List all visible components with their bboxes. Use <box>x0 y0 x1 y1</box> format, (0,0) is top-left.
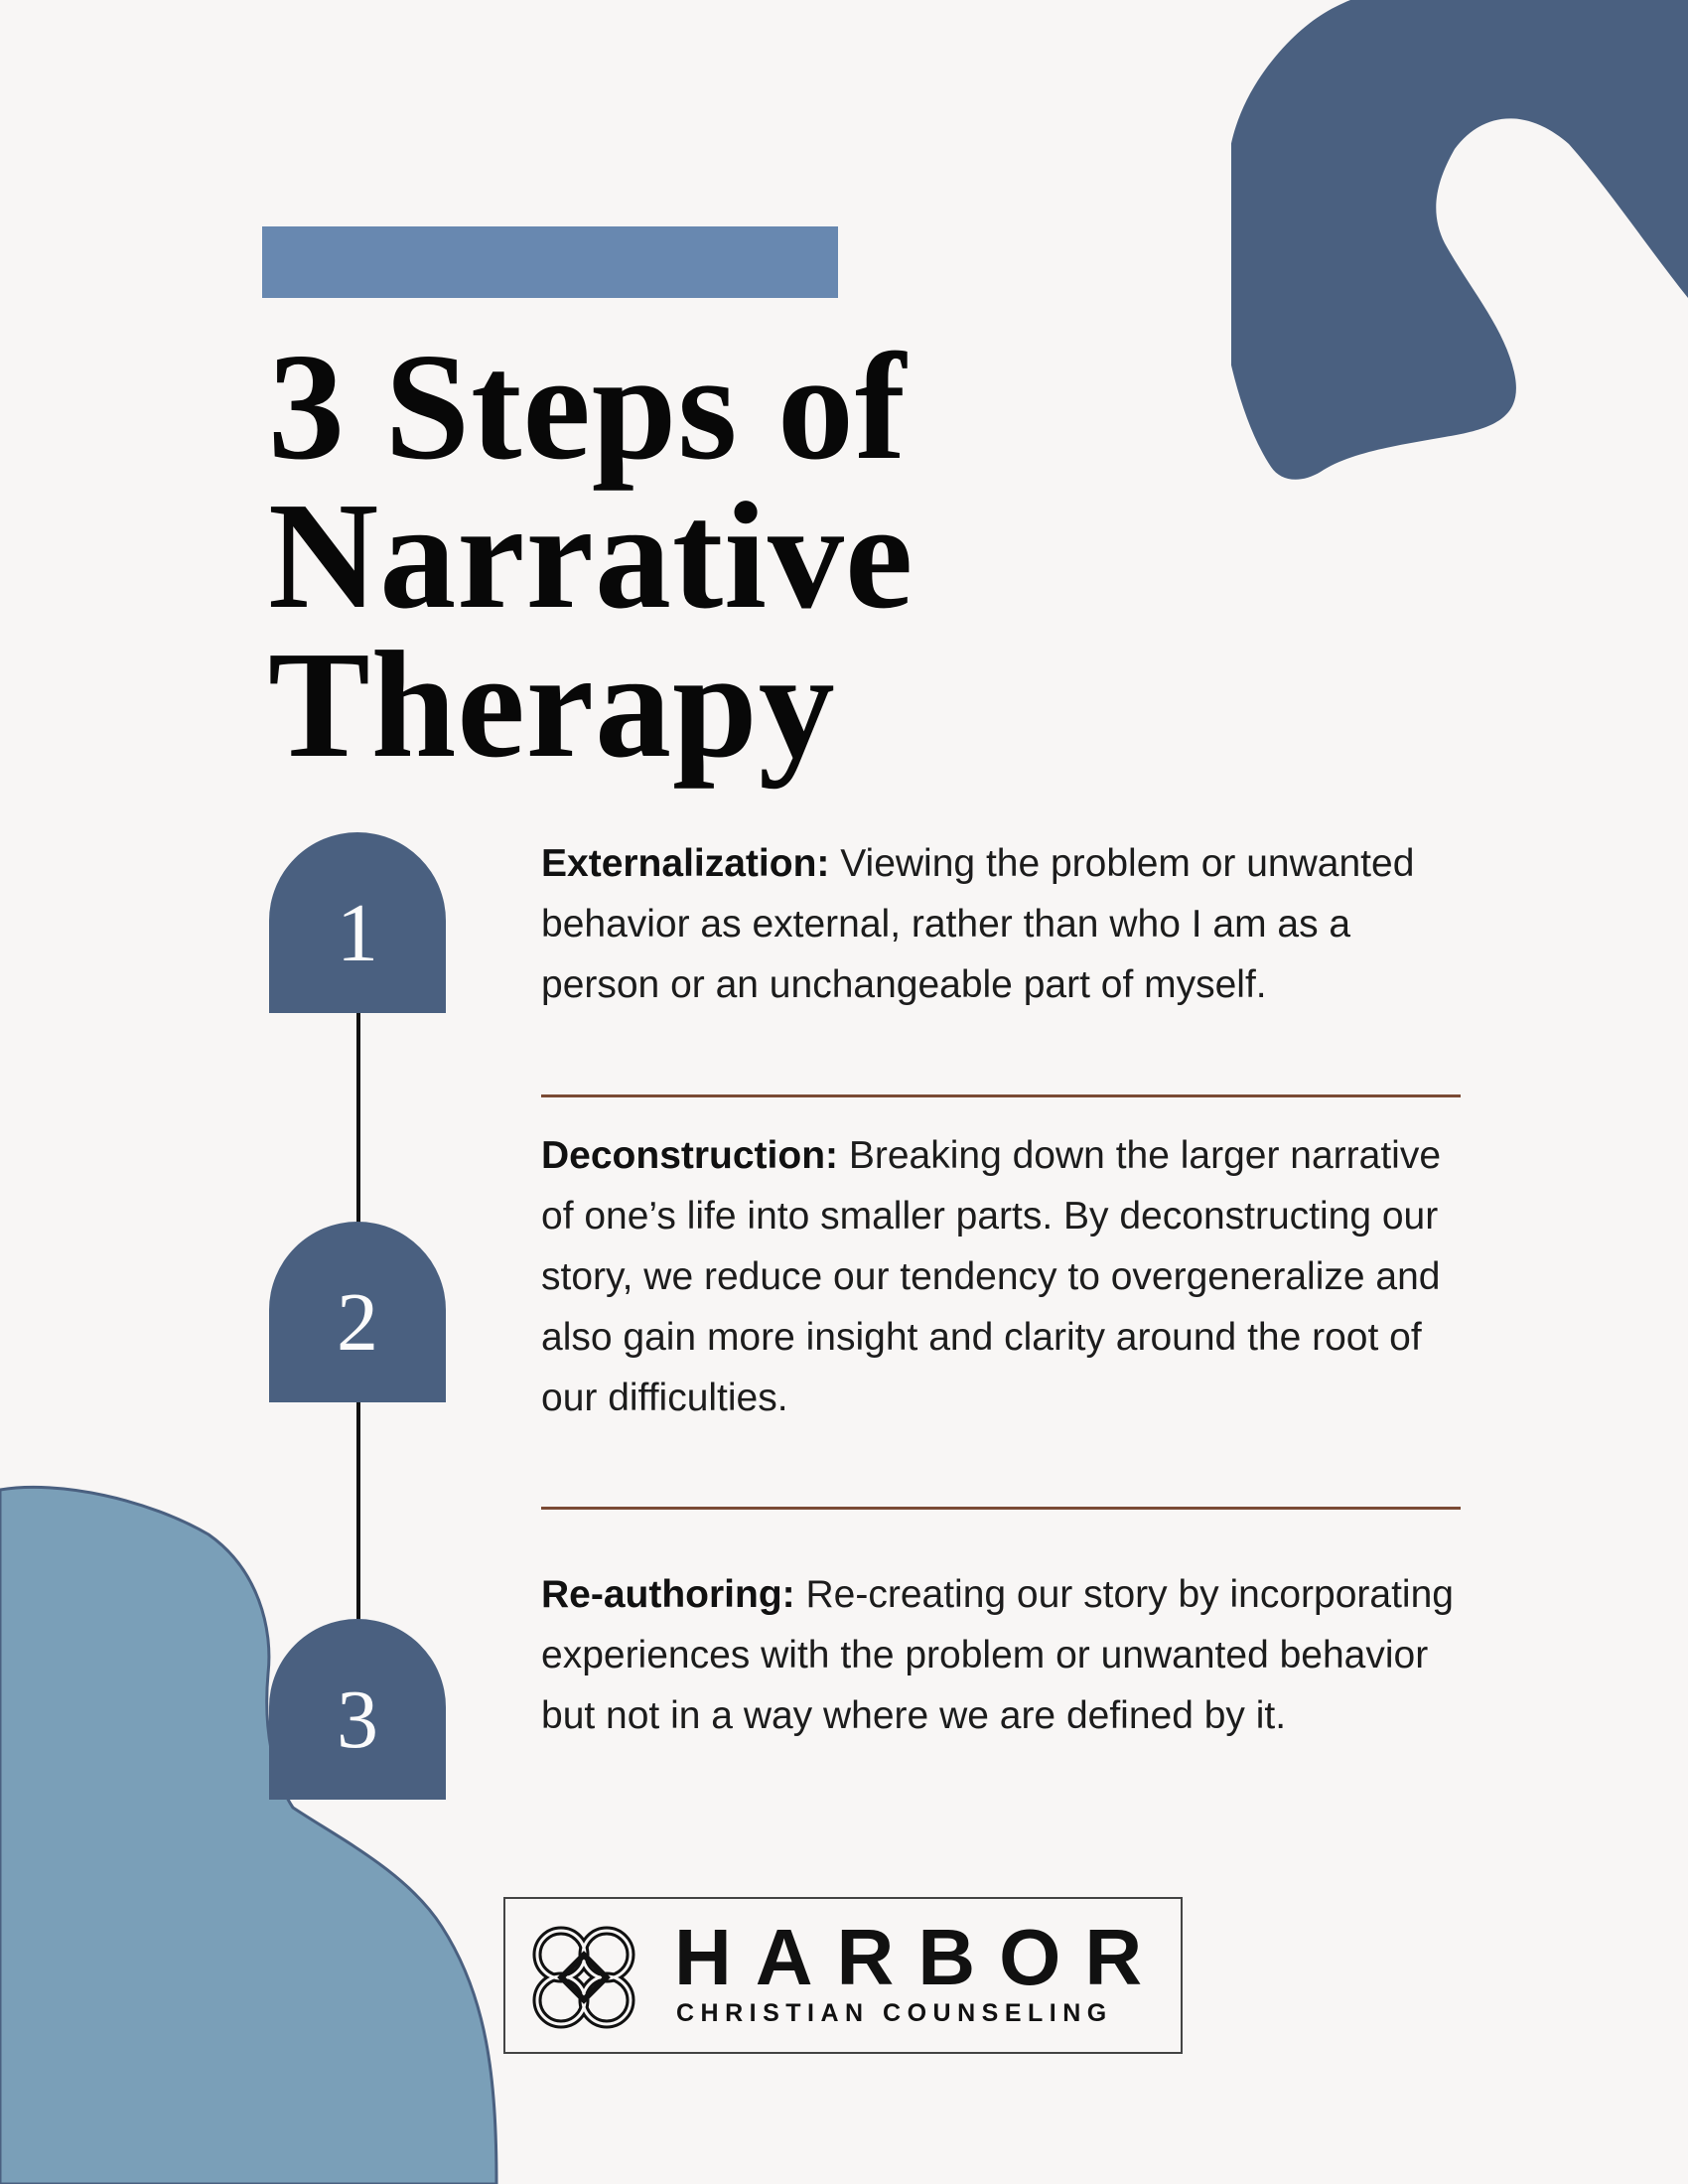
title-accent-bar <box>262 226 838 298</box>
step-1-text <box>541 833 1475 1015</box>
title-line-3: Therapy <box>268 621 836 790</box>
title-line-2: Narrative <box>268 472 914 641</box>
logo-name: HARBOR <box>674 1913 1167 2001</box>
step-divider-1 <box>541 1094 1461 1097</box>
logo-subtitle: CHRISTIAN COUNSELING <box>676 1999 1113 2027</box>
step-divider-2 <box>541 1507 1461 1510</box>
page-title <box>268 323 1162 790</box>
step-3-text <box>541 1564 1475 1746</box>
step-2-description: Breaking down the larger narrative of one’s life into smaller parts. By deconstructing our story, we reduce our tendency to overgeneralize and also gain more insight and clarity around the root of our difficulties. <box>541 1134 1442 1419</box>
decorative-blob-bottom <box>0 1480 506 2184</box>
step-2-term: Deconstruction: <box>541 1134 839 1177</box>
step-1-term: Externalization: <box>541 842 830 885</box>
step-3-description: Re-creating our story by incorporating experiences with the problem or unwanted behavior but not in a way where we are defined by it. <box>541 1573 1454 1737</box>
step-3-term: Re-authoring: <box>541 1573 795 1616</box>
step-2-text <box>541 1125 1475 1428</box>
step-2-badge: 2 <box>269 1222 446 1402</box>
harbor-logo <box>503 1897 1183 2054</box>
celtic-knot-icon <box>523 1917 644 2038</box>
title-line-1: 3 Steps of <box>268 323 908 492</box>
decorative-blob-top <box>1231 0 1688 487</box>
step-1-badge: 1 <box>269 832 446 1013</box>
step-3-badge: 3 <box>269 1619 446 1800</box>
step-1-description: Viewing the problem or unwanted behavior as external, rather than who I am as a person or an unchangeable part of myself. <box>541 842 1415 1006</box>
